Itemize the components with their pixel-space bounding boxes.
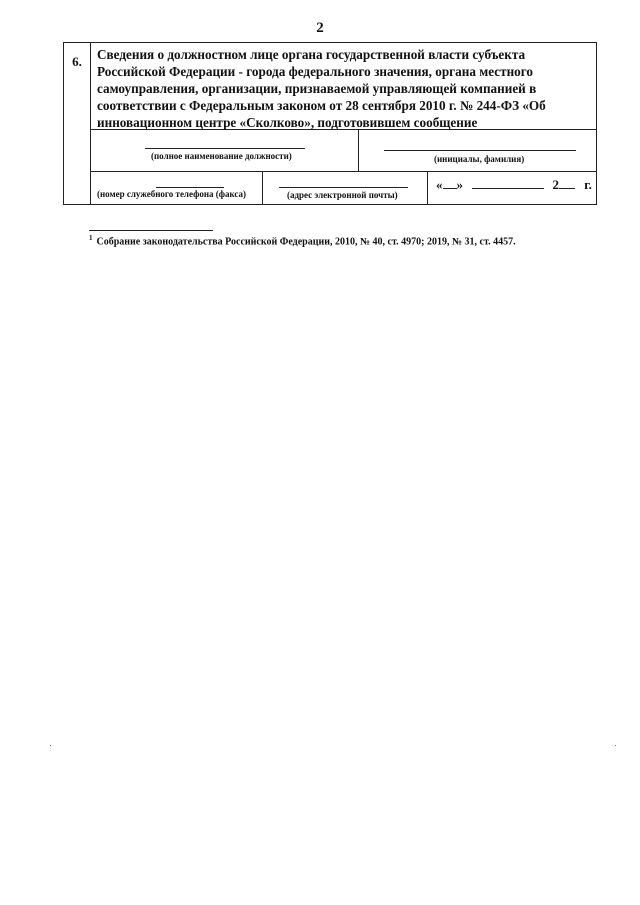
name-caption: (инициалы, фамилия) (434, 154, 525, 164)
position-signature-line[interactable] (145, 148, 305, 149)
footnote-divider (89, 230, 213, 231)
position-name-row (91, 130, 596, 172)
month-blank[interactable] (472, 176, 544, 189)
date-close-quote: » (456, 177, 463, 192)
phone-caption: (номер служебного телефона (факса) (97, 189, 247, 199)
name-signature-line[interactable] (384, 150, 576, 151)
section-content (91, 43, 596, 204)
section-heading: Сведения о должностном лице органа государственной власти субъекта Российской Федерации - города федерального значения, органа местного самоуправления, организации, признаваемой управляющей компанией в соответствии с Федеральным законом от 28 сентября 2010 г. № 244-ФЗ «Об инновационном центре «Сколково», подготовившем сообщение (91, 43, 596, 130)
section-number: 6. (64, 43, 91, 204)
scan-speck (50, 745, 51, 746)
email-cell (263, 171, 428, 204)
position-cell (91, 130, 359, 171)
footnote-text: Собрание законодательства Российской Федерации, 2010, № 40, ст. 4970; 2019, № 31, ст. 4457. (96, 236, 516, 248)
footnote-mark: 1 (89, 234, 93, 242)
date-open-quote: « (436, 177, 443, 192)
position-caption: (полное наименование должности) (151, 151, 292, 161)
name-cell (359, 130, 596, 171)
date-field (436, 176, 592, 193)
date-cell (428, 171, 596, 204)
email-line[interactable] (279, 187, 408, 188)
phone-line[interactable] (156, 187, 224, 188)
official-info-table (63, 42, 597, 205)
contact-date-row (91, 171, 596, 204)
footnote (89, 234, 516, 247)
page-number: 2 (316, 20, 324, 36)
year-prefix: 2 (552, 177, 559, 192)
scan-speck (615, 745, 616, 746)
phone-cell (91, 171, 263, 204)
year-suffix: г. (584, 177, 592, 192)
day-blank[interactable] (443, 176, 457, 189)
year-blank[interactable] (559, 176, 575, 189)
email-caption: (адрес электронной почты) (287, 190, 398, 200)
